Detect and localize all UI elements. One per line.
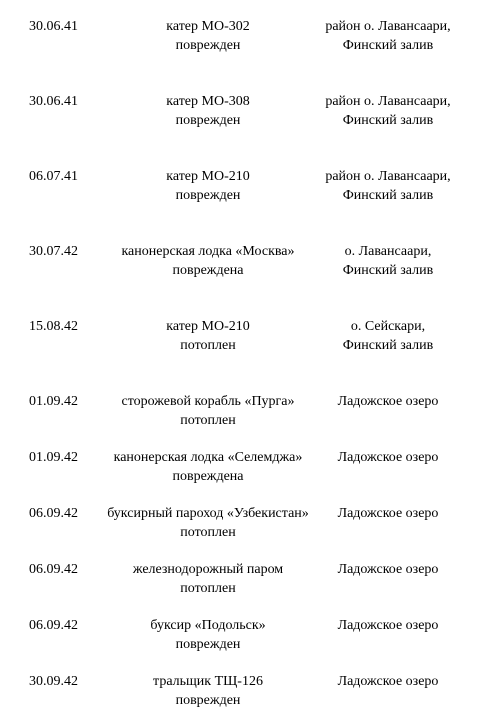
place-line-1: Ладожское озеро [337,450,439,465]
row-date [29,242,99,261]
place-line-1: район о. Лавансаари, [325,169,451,184]
table-row [0,392,501,432]
table-row [0,616,501,656]
place-line-1: Ладожское озеро [337,562,439,577]
row-vessel [92,317,324,355]
row-vessel [92,242,324,280]
vessel-name: железнодорожный паром [132,562,284,577]
date-text: 01.09.42 [29,394,78,409]
vessel-name: тральщик ТЩ-126 [153,674,263,689]
vessel-status: повреждена [172,469,244,484]
vessel-status: потоплен [180,338,236,353]
row-place [308,504,468,523]
vessel-status: потоплен [180,581,236,596]
row-place [308,242,468,280]
place-line-2: Финский залив [342,188,434,203]
table-row [0,167,501,207]
vessel-status: повреждена [172,263,244,278]
place-line-1: Ладожское озеро [337,506,439,521]
place-line-1: Ладожское озеро [337,674,439,689]
vessel-name: канонерская лодка «Селемджа» [113,450,303,465]
date-text: 30.06.41 [29,94,78,109]
place-line-1: Ладожское озеро [337,618,439,633]
row-vessel [92,672,324,710]
place-line-1: район о. Лавансаари, [325,94,451,109]
row-date [29,616,99,635]
vessel-name: катер МО-308 [166,94,250,109]
vessel-status: потоплен [180,413,236,428]
vessel-name: буксир «Подольск» [150,618,266,633]
vessel-status: поврежден [175,188,241,203]
row-date [29,167,99,186]
vessel-name: катер МО-210 [166,169,250,184]
row-date [29,17,99,36]
vessel-status: поврежден [175,693,241,708]
row-place [308,92,468,130]
row-place [308,616,468,635]
row-date [29,92,99,111]
table-row [0,560,501,600]
place-line-1: Ладожское озеро [337,394,439,409]
table-row [0,504,501,544]
table-row [0,242,501,282]
row-date [29,672,99,691]
row-place [308,17,468,55]
place-line-1: о. Сейскари, [350,319,426,334]
vessel-status: поврежден [175,38,241,53]
date-text: 15.08.42 [29,319,78,334]
place-line-2: Финский залив [342,338,434,353]
row-vessel [92,560,324,598]
table-row [0,448,501,488]
table-row [0,672,501,712]
row-vessel [92,392,324,430]
row-vessel [92,448,324,486]
row-date [29,504,99,523]
place-line-1: о. Лавансаари, [344,244,432,259]
row-place [308,560,468,579]
vessel-name: канонерская лодка «Москва» [121,244,295,259]
row-vessel [92,92,324,130]
row-date [29,317,99,336]
place-line-2: Финский залив [342,113,434,128]
place-line-2: Финский залив [342,38,434,53]
date-text: 06.09.42 [29,506,78,521]
row-place [308,167,468,205]
row-place [308,672,468,691]
table-row [0,92,501,132]
row-place [308,448,468,467]
row-date [29,448,99,467]
date-text: 01.09.42 [29,450,78,465]
table-row [0,17,501,57]
vessel-name: сторожевой корабль «Пурга» [121,394,295,409]
vessel-status: поврежден [175,637,241,652]
date-text: 06.09.42 [29,562,78,577]
date-text: 30.06.41 [29,19,78,34]
row-vessel [92,616,324,654]
table-row [0,317,501,357]
row-date [29,392,99,411]
vessel-name: катер МО-302 [166,19,250,34]
date-text: 30.09.42 [29,674,78,689]
date-text: 30.07.42 [29,244,78,259]
date-text: 06.09.42 [29,618,78,633]
place-line-2: Финский залив [342,263,434,278]
row-place [308,392,468,411]
place-line-1: район о. Лавансаари, [325,19,451,34]
row-vessel [92,17,324,55]
row-vessel [92,167,324,205]
vessel-status: потоплен [180,525,236,540]
row-vessel [92,504,324,542]
row-place [308,317,468,355]
vessel-status: поврежден [175,113,241,128]
vessel-name: катер МО-210 [166,319,250,334]
date-text: 06.07.41 [29,169,78,184]
row-date [29,560,99,579]
vessel-name: буксирный пароход «Узбекистан» [107,506,309,521]
